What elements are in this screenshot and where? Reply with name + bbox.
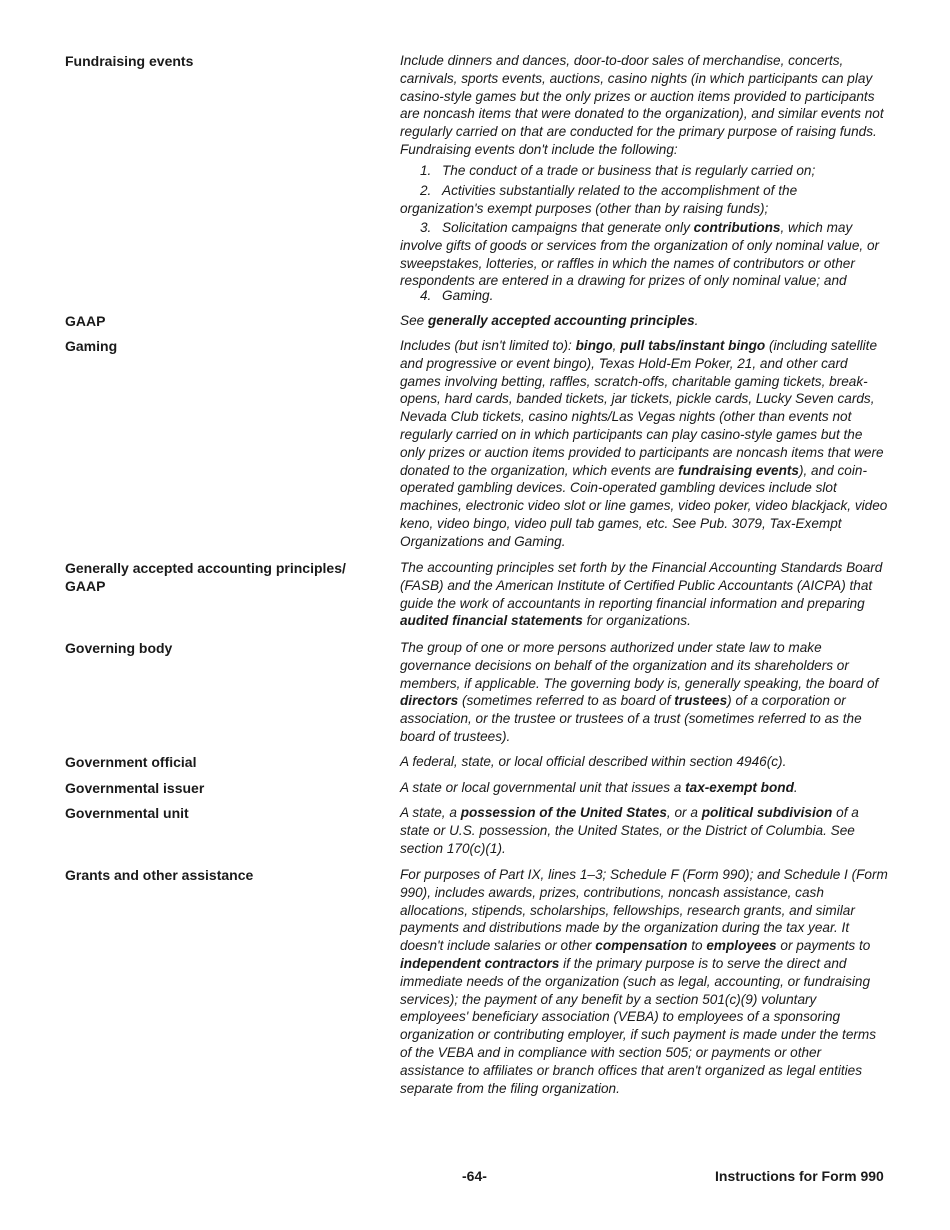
term-gaap: GAAP [65,313,106,329]
term-government-official: Government official [65,754,197,770]
definition-gaap: See generally accepted accounting principles. [400,313,699,328]
definition-grants-and-other-assistance: For purposes of Part IX, lines 1–3; Schedule F (Form 990); and Schedule I (Form 990), includes awards, prizes, contributions, noncash assistance, cash allocations, stipends, scholarships, fellowships, research grants, and similar payments and distributions made by the organization during the tax year. It doesn't include salaries or other compensation to employees or payments to independent contractors if the primary purpose is to serve the direct and immediate needs of the organization (such as legal, accounting, or fundraising services); the payment of any benefit by a section 501(c)(9) voluntary employees' beneficiary association (VEBA) to employees of a sponsoring organization or contributing employer, if such payment is made under the terms of the VEBA and in compliance with section 505; or payments or other assistance to affiliates or branch offices that aren't organized as legal entities separate from the filing organization. [400,867,888,1096]
list-item: 4. Gaming. [420,288,494,303]
term-governmental-issuer: Governmental issuer [65,780,205,796]
term-gaming: Gaming [65,338,118,354]
definition-governing-body: The group of one or more persons authorized under state law to make governance decisions on behalf of the organization and its shareholders or members, if applicable. The governing body is, generally speaking, the board of directors (sometimes referred to as board of trustees) of a corporation or association, or the trustee or trustees of a trust (sometimes referred to as the board of trustees). [400,640,879,744]
document-title: Instructions for Form 990 [715,1168,884,1184]
page-number: -64- [462,1168,487,1184]
definition-fundraising-events: Include dinners and dances, door-to-door sales of merchandise, concerts, carnivals, sports events, auctions, casino nights (in which participants can play casino-style games but the only prizes or auction items provided to participants are noncash items that were donated to the organization), and similar events not regularly carried on that are conducted for the primary purpose of raising funds. Fundraising events don't include the following: [400,53,884,157]
term-fundraising-events: Fundraising events [65,53,194,69]
term-generally-accepted-accounting-principles: Generally accepted accounting principles/ GAAP [65,560,346,594]
list-item: 1. The conduct of a trade or business that is regularly carried on; [420,163,816,178]
term-governmental-unit: Governmental unit [65,805,189,821]
list-item: 3. Solicitation campaigns that generate only contributions, which may involve gifts of goods or services from the organization of only nominal value, or sweepstakes, lotteries, or raffles in which the names of contributors or other respondents are entered in a drawing for prizes of only nominal value; and [400,220,880,289]
term-grants-and-other-assistance: Grants and other assistance [65,867,254,883]
list-item: 2. Activities substantially related to the accomplishment of the organization's exempt purposes (other than by raising funds); [400,183,798,216]
definition-governmental-unit: A state, a possession of the United States, or a political subdivision of a state or U.S. possession, the United States, or the District of Columbia. See section 170(c)(1). [400,805,859,856]
definition-governmental-issuer: A state or local governmental unit that issues a tax-exempt bond. [400,780,798,795]
definition-gaming: Includes (but isn't limited to): bingo, pull tabs/instant bingo (including satellite and progressive or event bingo), Texas Hold-Em Poker, 21, and other card games involving betting, raffles, scratch-offs, charitable gaming tickets, break-opens, hard cards, banded tickets, jar tickets, pickle cards, Lucky Seven cards, Nevada Club tickets, casino nights/Las Vegas nights (other than events not regularly carried on in which participants can play casino-style games but the only prizes or auction items provided to participants are noncash items that were donated to the organization, which events are fundraising events), and coin-operated gambling devices. Coin-operated gambling devices include slot machines, electronic video slot or line games, video poker, video blackjack, video keno, video bingo, video pull tab games, etc. See Pub. 3079, Tax-Exempt Organizations and Gaming. [400,338,888,549]
term-governing-body: Governing body [65,640,173,656]
definition-generally-accepted-accounting-principles: The accounting principles set forth by the Financial Accounting Standards Board (FASB) and the American Institute of Certified Public Accountants (AICPA) that guide the work of accountants in reporting financial information and preparing audited financial statements for organizations. [400,560,883,629]
definition-government-official: A federal, state, or local official described within section 4946(c). [400,754,787,769]
